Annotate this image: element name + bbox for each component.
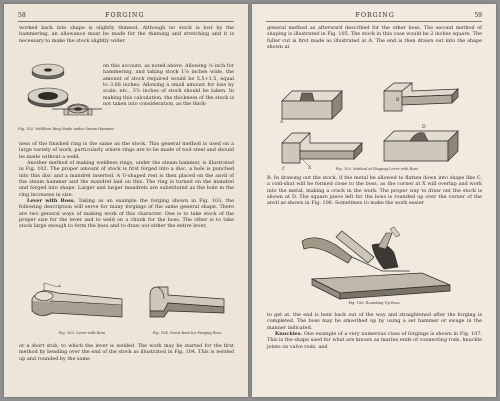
lever-with-boss-paragraph: [19, 198, 234, 230]
figure-102-caption: Fig. 102. Weldless Ring Made under Steam Hammer: [18, 127, 115, 131]
head-rule: [18, 21, 234, 22]
fig-105-label-d: D: [422, 125, 426, 130]
left-paragraph-1c: [19, 141, 234, 230]
left-paragraph-4: [19, 343, 234, 362]
weldless-ring-illustration: [18, 61, 115, 135]
paragraph-text: Taking as an example the forging shown in Fig. 103, the following description will serve for many forgings of the same general shape. There are two general ways of making work of this character. One is to take stock of the proper size for the lever and to weld on a chunk for the boss. The other is to take stock large enough to form the boss and to draw out either the entire lever,: [19, 198, 234, 230]
left-running-head: [18, 11, 234, 21]
left-paragraph-1a: [19, 25, 234, 44]
running-head-title: FORGING: [355, 11, 395, 19]
fig-105-label-b: B: [396, 98, 400, 103]
figure-104-caption: Fig. 104. Stock Bent for Forging Boss: [152, 331, 222, 335]
fig-103-label-a: A: [58, 283, 61, 288]
fig-105-label-x: X: [308, 166, 312, 171]
figures-103-104: [18, 281, 234, 339]
head-rule: [266, 21, 482, 22]
right-paragraph-2: [267, 175, 482, 207]
book-spread: [4, 4, 496, 397]
right-running-head: [266, 11, 482, 21]
paragraph-text: to get at, the end is bent back out of the way and straightened after the forging is completed. The boss may be smoothed up by using a set hammer or swage in the manner indicated.: [267, 312, 482, 331]
figure-106: [282, 227, 462, 305]
right-paragraph-3: [267, 312, 482, 350]
page-number: 58: [18, 11, 26, 19]
paragraph-text: on this account, as noted above. Allowing ⅛ inch for hammering, and taking stock 1⅝ inches wide, the amount of stock required would be 5.5+1.5, equal to 3.66 inches. Allowing a small amount for loss by scale, etc., 3⅞ inches of stock should be taken. In making this calculation, the thickness of the stock is not taken into consideration, as the thick-: [103, 63, 234, 108]
paragraph-text: worked back into shape is slightly thinned. Although no stock is lost by the hammering, an allowance must be made for the thinning and stretching and it is necessary to make the stock slightly wider: [19, 25, 234, 44]
figure-105: [272, 71, 476, 171]
figure-103-caption: Fig. 103. Lever with Boss: [58, 331, 106, 335]
shaping-lever-illustration: [272, 71, 476, 171]
knuckles-paragraph: [267, 331, 482, 350]
paragraph-text: Another method of making weldless rings, under the steam hammer, is illustrated in Fig. 102. The proper amount of stock is first forged into a disc, a hole is punched into this disc and a mandrel inserted. A U-shaped rest is then placed on the anvil of the steam hammer and the mandrel laid on this. The ring is turned on the mandrel and forged into shape. Larger and larger mandrels are substituted as the hole in the ring increases in size.: [19, 160, 234, 198]
paragraph-text: One example of a very numerous class of forgings is shown in Fig. 107. This is the shape used for what are known as marine ends of connecting rods, knuckle joints on valve rods, and: [267, 331, 482, 350]
figure-106-caption: Fig. 106. Rounding-Up Boss: [348, 301, 400, 305]
right-page: [252, 4, 496, 397]
section-heading: Knuckles.: [275, 331, 303, 338]
paragraph-text: or a short stub, to which the lever is welded. The work may be started for the first method by bending over the end of the stock as illustrated in Fig. 104. This is welded up and rounded by the same: [19, 343, 234, 362]
left-paragraph-1b: [103, 63, 234, 107]
paragraph-text: ness of the finished ring is the same as the stock. This general method is used on a large variety of work, particularly where rings are to be made of tool steel and should be made without a weld.: [19, 141, 234, 160]
paragraph-text: B. In drawing out the stock, if the metal be allowed to flatten down into shape like C, a cold-shut will be formed close to the boss, as the corner at X will overlap and work into the metal, making a crack in the work. The proper way to draw out the stock is shown at D. The square piece left for the boss is rounded up over the corner of the anvil as shown in Fig. 106. Sometimes to make the work easier: [267, 175, 482, 207]
left-page: [4, 4, 248, 397]
figure-105-caption: Fig. 105. Method of Shaping Lever with Boss: [335, 167, 419, 171]
running-head-title: FORGING: [105, 11, 145, 19]
fig-105-label-c: C: [282, 167, 286, 172]
section-heading: Lever with Boss.: [27, 198, 76, 205]
rounding-up-boss-illustration: [282, 227, 462, 302]
paragraph-text: general method as afterward described for the other boss. The second method of shaping is illustrated in Fig. 105. The stock in this case would be 2 inches square. The fuller cut is first made as illustrated at A. The end is then drawn out into the shape shown at: [267, 25, 482, 51]
fig-105-label-a: A: [280, 120, 284, 125]
figure-102: [18, 61, 115, 135]
right-paragraph-1: [267, 25, 482, 50]
page-number: 59: [474, 11, 482, 19]
